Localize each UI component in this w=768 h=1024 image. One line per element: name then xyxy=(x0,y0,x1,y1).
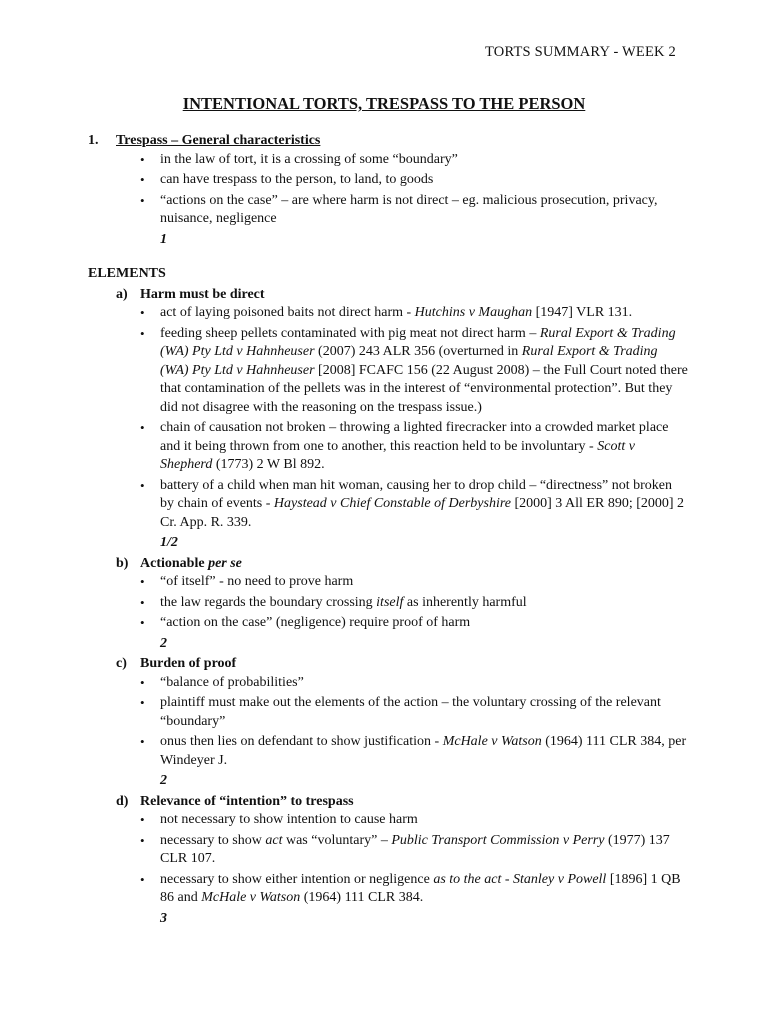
list-item: • necessary to show act was “voluntary” – Public Transport Commission v Perry (1977) 137 CLR 107. xyxy=(88,832,688,869)
list-item: • necessary to show either intention or negligence as to the act - Stanley v Powell [1896] 1 QB 86 and McHale v Watson (1964) 111 CLR 384. xyxy=(88,871,688,908)
case-name: McHale v Watson xyxy=(201,890,301,905)
page-ref-mark: 3 xyxy=(160,910,167,926)
subsection-letter: b) xyxy=(116,555,129,571)
page-ref-mark: 1/2 xyxy=(160,535,178,550)
list-item: • “action on the case” (negligence) require proof of harm xyxy=(88,614,688,633)
list-item: • not necessary to show intention to cause harm xyxy=(88,811,688,830)
page-ref-mark: 2 xyxy=(160,635,167,651)
page-ref-mark: 2 xyxy=(160,773,167,788)
list-item: • the law regards the boundary crossing itself as inherently harmful xyxy=(88,594,688,613)
elements-heading: ELEMENTS xyxy=(88,266,166,281)
subsection-c-list xyxy=(88,674,688,771)
subsection-letter: c) xyxy=(116,656,127,671)
subsection-a-list xyxy=(88,304,688,532)
subsection-d-list xyxy=(88,811,688,908)
case-name: Scott v Shepherd xyxy=(160,438,635,472)
list-item: • “actions on the case” – are where harm is not direct – eg. malicious prosecution, privacy, nuisance, negligence xyxy=(88,192,688,229)
list-item: • feeding sheep pellets contaminated with pig meat not direct harm – Rural Export & Trading (WA) Pty Ltd v Hahnheuser (2007) 243 ALR 356 (overturned in Rural Export & Trading (WA) Pty Ltd v Hahnheuser [2008] FCAFC 156 (22 August 2008) – the Full Court noted there that contamination of the pellets was in the interest of “environmental protection”. But they did not disagree with the reasoning on the trespass issue.) xyxy=(88,325,688,418)
list-item: • can have trespass to the person, to land, to goods xyxy=(88,171,688,190)
list-item: • onus then lies on defendant to show justification - McHale v Watson (1964) 111 CLR 384, per Windeyer J. xyxy=(88,733,688,770)
page-ref-mark: 1 xyxy=(160,231,167,247)
case-name: Haystead v Chief Constable of Derbyshire xyxy=(273,496,511,511)
list-item: • in the law of tort, it is a crossing of some “boundary” xyxy=(88,151,688,170)
subsection-c-heading xyxy=(88,655,688,674)
list-item: • “balance of probabilities” xyxy=(88,674,688,693)
case-name: Rural Export & Trading (WA) Pty Ltd v Hahnheuser xyxy=(160,344,658,378)
list-item: • chain of causation not broken – throwing a lighted firecracker into a crowded market place and it being thrown from one to another, this reaction held to be involuntary - Scott v Shepherd (1773) 2 W Bl 892. xyxy=(88,419,688,475)
running-header: TORTS SUMMARY - WEEK 2 xyxy=(485,44,676,60)
list-item: • battery of a child when man hit woman, causing her to drop child – “directness” not broken by chain of events - Haystead v Chief Constable of Derbyshire [2000] 3 All ER 890; [2000] 2 Cr. App. R. 339. xyxy=(88,477,688,533)
section-1-title: Trespass – General characteristics xyxy=(116,133,321,148)
subsection-title: Harm must be direct xyxy=(140,286,265,302)
case-name: as to the act - Stanley v Powell xyxy=(433,871,607,887)
subsection-d-heading xyxy=(88,793,688,812)
case-name: McHale v Watson xyxy=(442,734,542,749)
subsection-title: Burden of proof xyxy=(140,656,237,671)
subsection-title: Actionable xyxy=(140,555,209,571)
list-item: • plaintiff must make out the elements of the action – the voluntary crossing of the relevant “boundary” xyxy=(88,694,688,731)
list-item: • “of itself” - no need to prove harm xyxy=(88,573,688,592)
document-body xyxy=(88,132,688,930)
subsection-letter: a) xyxy=(116,286,128,302)
subsection-title-italic: per se xyxy=(208,555,242,571)
subsection-b-heading xyxy=(88,555,688,574)
subsection-letter: d) xyxy=(116,793,129,809)
case-name: Rural Export & Trading (WA) Pty Ltd v Hahnheuser xyxy=(160,325,676,359)
subsection-title: Relevance of “intention” to trespass xyxy=(140,793,354,809)
page-title: INTENTIONAL TORTS, TRESPASS TO THE PERSON xyxy=(182,94,586,113)
section-1-number: 1. xyxy=(88,133,99,148)
subsection-a-heading xyxy=(88,286,688,305)
section-1-list xyxy=(88,151,688,229)
list-item: • act of laying poisoned baits not direct harm - Hutchins v Maughan [1947] VLR 131. xyxy=(88,304,688,323)
case-name: Hutchins v Maughan xyxy=(414,305,533,320)
subsection-b-list xyxy=(88,573,688,633)
case-name: Public Transport Commission v Perry xyxy=(391,832,605,848)
section-1-heading xyxy=(88,132,688,151)
